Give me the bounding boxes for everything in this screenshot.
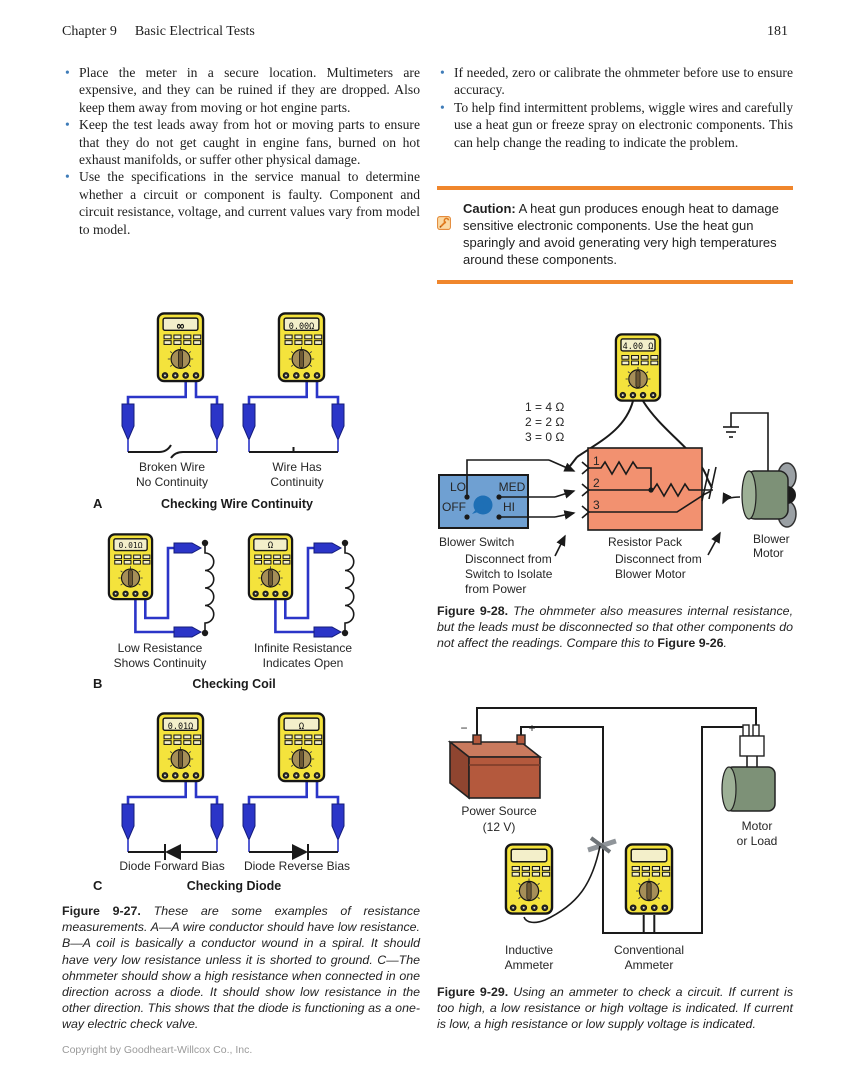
switch-off: OFF (442, 500, 466, 514)
diagram-label: Diode Reverse Bias (243, 859, 351, 873)
chapter-title: Basic Electrical Tests (134, 24, 255, 39)
power-source-label: (12 V) (482, 820, 516, 834)
row-number: 3 (593, 498, 600, 512)
row-number: 2 (593, 476, 600, 490)
battery (450, 721, 540, 798)
caption-lead: Figure 9-27. (62, 904, 141, 918)
legend-line: 2 = 2 Ω (525, 415, 565, 429)
note-text: Disconnect from (465, 552, 552, 566)
figure-27-caption (62, 903, 420, 1033)
conventional-ammeter-label: Ammeter (624, 958, 674, 972)
chapter-label: Chapter 9 (62, 24, 117, 39)
caution-lead: Caution: (463, 201, 516, 216)
bullet-item: • Use the specifications in the service manual to determine whether a circuit or component is faulty. Component and circuit resistance, voltage, and current values vary from model to model. (62, 168, 420, 238)
switch-label: Blower Switch (439, 535, 515, 549)
battery-terminal (517, 735, 525, 744)
caution-body: A heat gun produces enough heat to damage sensitive electronic components. Use the heat gun sparingly and avoid generating very high temperatures around these components. (463, 201, 779, 267)
note-arrow (708, 533, 720, 555)
wrench-icon (437, 200, 451, 246)
diagram-label: Continuity (270, 475, 324, 489)
note-text: from Power (465, 582, 527, 596)
motor-load-label: Motor (741, 819, 773, 833)
motor-load-label: or Load (736, 834, 778, 848)
diagram-label: Wire Has (272, 460, 322, 474)
switch-hi: HI (503, 500, 515, 514)
connector-plug (740, 725, 764, 767)
diode-forward (128, 844, 217, 860)
power-source-label: Power Source (461, 804, 537, 818)
battery-terminal (473, 735, 481, 744)
test-probes (122, 404, 344, 452)
footer-copyright: Copyright by Goodheart-Willcox Co., Inc. (62, 1044, 253, 1056)
caption-body: Using an ammeter to check a circuit. If current is too high, a low resistance or high voltage is indicated. If current is low, a high resistance or low supply voltage is indicated. (437, 985, 794, 1032)
diode-reverse (249, 844, 338, 860)
fig27-section-c (93, 713, 350, 893)
multimeter (626, 844, 672, 913)
diagram-label: Diode Forward Bias (119, 859, 225, 873)
section-letter: A (93, 496, 103, 511)
motor-label: Motor (753, 546, 784, 560)
multimeter (506, 844, 552, 913)
broken-wire (128, 445, 217, 458)
caption-body: The ohmmeter also measures internal resistance, but the leads must be disconnected so that other components do not affect the readings. Compare this to (437, 604, 794, 651)
note-text: Disconnect from (615, 552, 702, 566)
fig27-section-b (93, 534, 354, 691)
meter-display: 4.00 Ω (622, 342, 654, 352)
caption-reference: Figure 9-26 (657, 636, 724, 651)
diagram-label: Shows Continuity (113, 656, 207, 670)
figure-29-caption (437, 984, 793, 1033)
inductive-ammeter-label: Ammeter (504, 958, 554, 972)
figure-28-caption (437, 603, 793, 652)
diagram-label: Infinite Resistance (253, 641, 353, 655)
right-bullet-list (437, 64, 793, 151)
meter-display: 0.01Ω (167, 722, 194, 732)
conventional-ammeter-label: Conventional (613, 943, 685, 957)
continuous-wire (249, 447, 338, 452)
legend-line: 1 = 4 Ω (525, 400, 565, 414)
caption-body: These are some examples of resistance measurements. A—A wire conductor should have low resistance. B—A coil is basically a conductor wound in a spiral. It should have very low resistance unless it is shorted to ground. C—The ohmmeter should show a high resistance when connected in one direction across a diode. It should show low resistance in the other direction. This shows that the diode is functioning as a one-way electric check valve. (62, 904, 421, 1032)
left-bullet-list (62, 64, 420, 238)
section-title: Checking Coil (192, 677, 276, 691)
minus-sign: − (460, 721, 468, 735)
section-title: Checking Diode (186, 879, 282, 893)
meter-display: Ω (298, 722, 305, 732)
test-probes (122, 804, 344, 852)
page-header (62, 24, 788, 40)
caution-box (437, 186, 793, 284)
figure-27-diagram (62, 300, 422, 900)
caution-text (463, 200, 793, 268)
motor-label: Blower (753, 532, 790, 546)
diagram-label: No Continuity (135, 475, 209, 489)
diagram-label: Indicates Open (262, 656, 344, 670)
row-number: 1 (593, 454, 600, 468)
caption-lead: Figure 9-28. (437, 604, 509, 618)
bullet-item: • Place the meter in a secure location. Multimeters are expensive, and they can be ruined if they are dropped. Also keep them away from moving or hot engine parts. (62, 64, 420, 116)
diagram-label: Low Resistance (117, 641, 203, 655)
page-number: 181 (767, 24, 788, 39)
bullet-item: • To help find intermittent problems, wiggle wires and carefully use a heat gun or freeze spray on electronic components. This can help change the reading to indicate the problem. (437, 99, 793, 151)
meter-display: 0.01Ω (118, 541, 143, 550)
bullet-item: • Keep the test leads away from hot or moving parts to ensure that they do not get caught in engine fans, burned on hot exhaust manifolds, or suffer other physical damage. (62, 116, 420, 168)
section-title: Checking Wire Continuity (161, 497, 313, 511)
blower-motor (742, 463, 796, 527)
motor-load (722, 767, 775, 811)
coil (342, 540, 354, 636)
switch-med: MED (498, 480, 526, 494)
note-text: Blower Motor (615, 567, 686, 581)
plus-sign: + (528, 721, 536, 735)
disconnect-marks (702, 467, 740, 503)
fig27-section-a (93, 313, 344, 511)
meter-display: 0.00Ω (288, 322, 315, 332)
note-arrow (555, 536, 565, 556)
inductive-ammeter-label: Inductive (504, 943, 554, 957)
pack-label: Resistor Pack (607, 535, 683, 549)
bullet-item: • If needed, zero or calibrate the ohmmeter before use to ensure accuracy. (437, 64, 793, 99)
legend-line: 3 = 0 Ω (525, 430, 565, 444)
switch-lo: LO (449, 480, 467, 494)
figure-29-diagram (437, 693, 829, 980)
caption-lead: Figure 9-29. (437, 985, 509, 999)
diagram-label: Broken Wire (138, 460, 206, 474)
circuit-wire (477, 708, 756, 735)
resistor-pack (582, 448, 713, 530)
meter-display: Ω (267, 541, 274, 551)
section-letter: C (93, 878, 103, 893)
meter-display: ∞ (176, 319, 185, 333)
note-text: Switch to Isolate (465, 567, 553, 581)
ground-icon (723, 413, 768, 472)
blower-switch (439, 475, 528, 528)
coil (202, 540, 214, 636)
figure-28-diagram (437, 325, 829, 599)
caption-end: . (723, 636, 727, 651)
section-letter: B (93, 676, 103, 691)
